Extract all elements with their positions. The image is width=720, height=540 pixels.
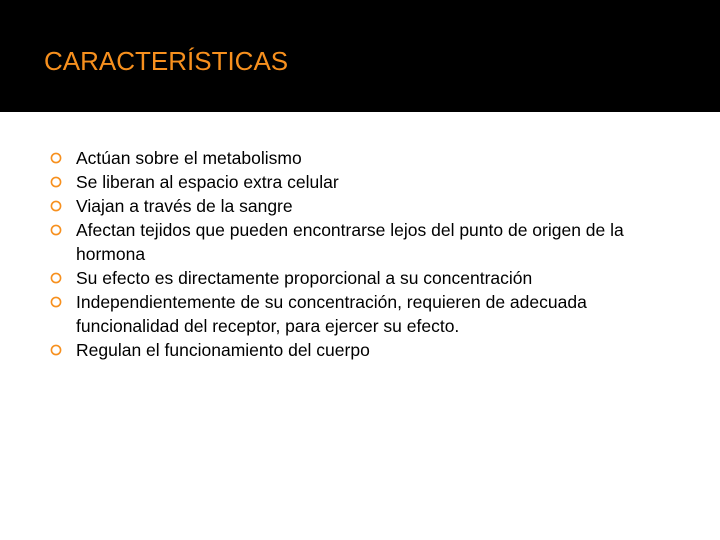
bullet-item xyxy=(50,170,690,194)
bullet-text: Actúan sobre el metabolismo xyxy=(76,148,302,168)
bullet-item xyxy=(50,146,690,170)
circle-outline-icon xyxy=(50,170,76,194)
bullet-text: Afectan tejidos que pueden encontrarse lejos del punto de origen de la hormona xyxy=(76,220,624,264)
bullet-item xyxy=(50,218,690,266)
circle-outline-icon xyxy=(50,266,76,290)
circle-outline-icon xyxy=(50,290,76,314)
bullet-text: Su efecto es directamente proporcional a su concentración xyxy=(76,268,533,288)
bullet-text: Regulan el funcionamiento del cuerpo xyxy=(76,340,370,360)
bullet-text: Viajan a través de la sangre xyxy=(76,196,293,216)
slide-header xyxy=(0,0,720,112)
bullet-item xyxy=(50,290,690,338)
circle-outline-icon xyxy=(50,194,76,218)
circle-outline-icon xyxy=(50,338,76,362)
bullet-item xyxy=(50,338,690,362)
bullet-text: Independientemente de su concentración, requieren de adecuada funcionalidad del receptor, para ejercer su efecto. xyxy=(76,292,587,336)
bullet-item xyxy=(50,266,690,290)
bullet-item xyxy=(50,194,690,218)
circle-outline-icon xyxy=(50,146,76,170)
circle-outline-icon xyxy=(50,218,76,242)
bullet-text: Se liberan al espacio extra celular xyxy=(76,172,339,192)
bullet-list xyxy=(50,146,690,362)
slide-title: CARACTERÍSTICAS xyxy=(44,46,289,76)
